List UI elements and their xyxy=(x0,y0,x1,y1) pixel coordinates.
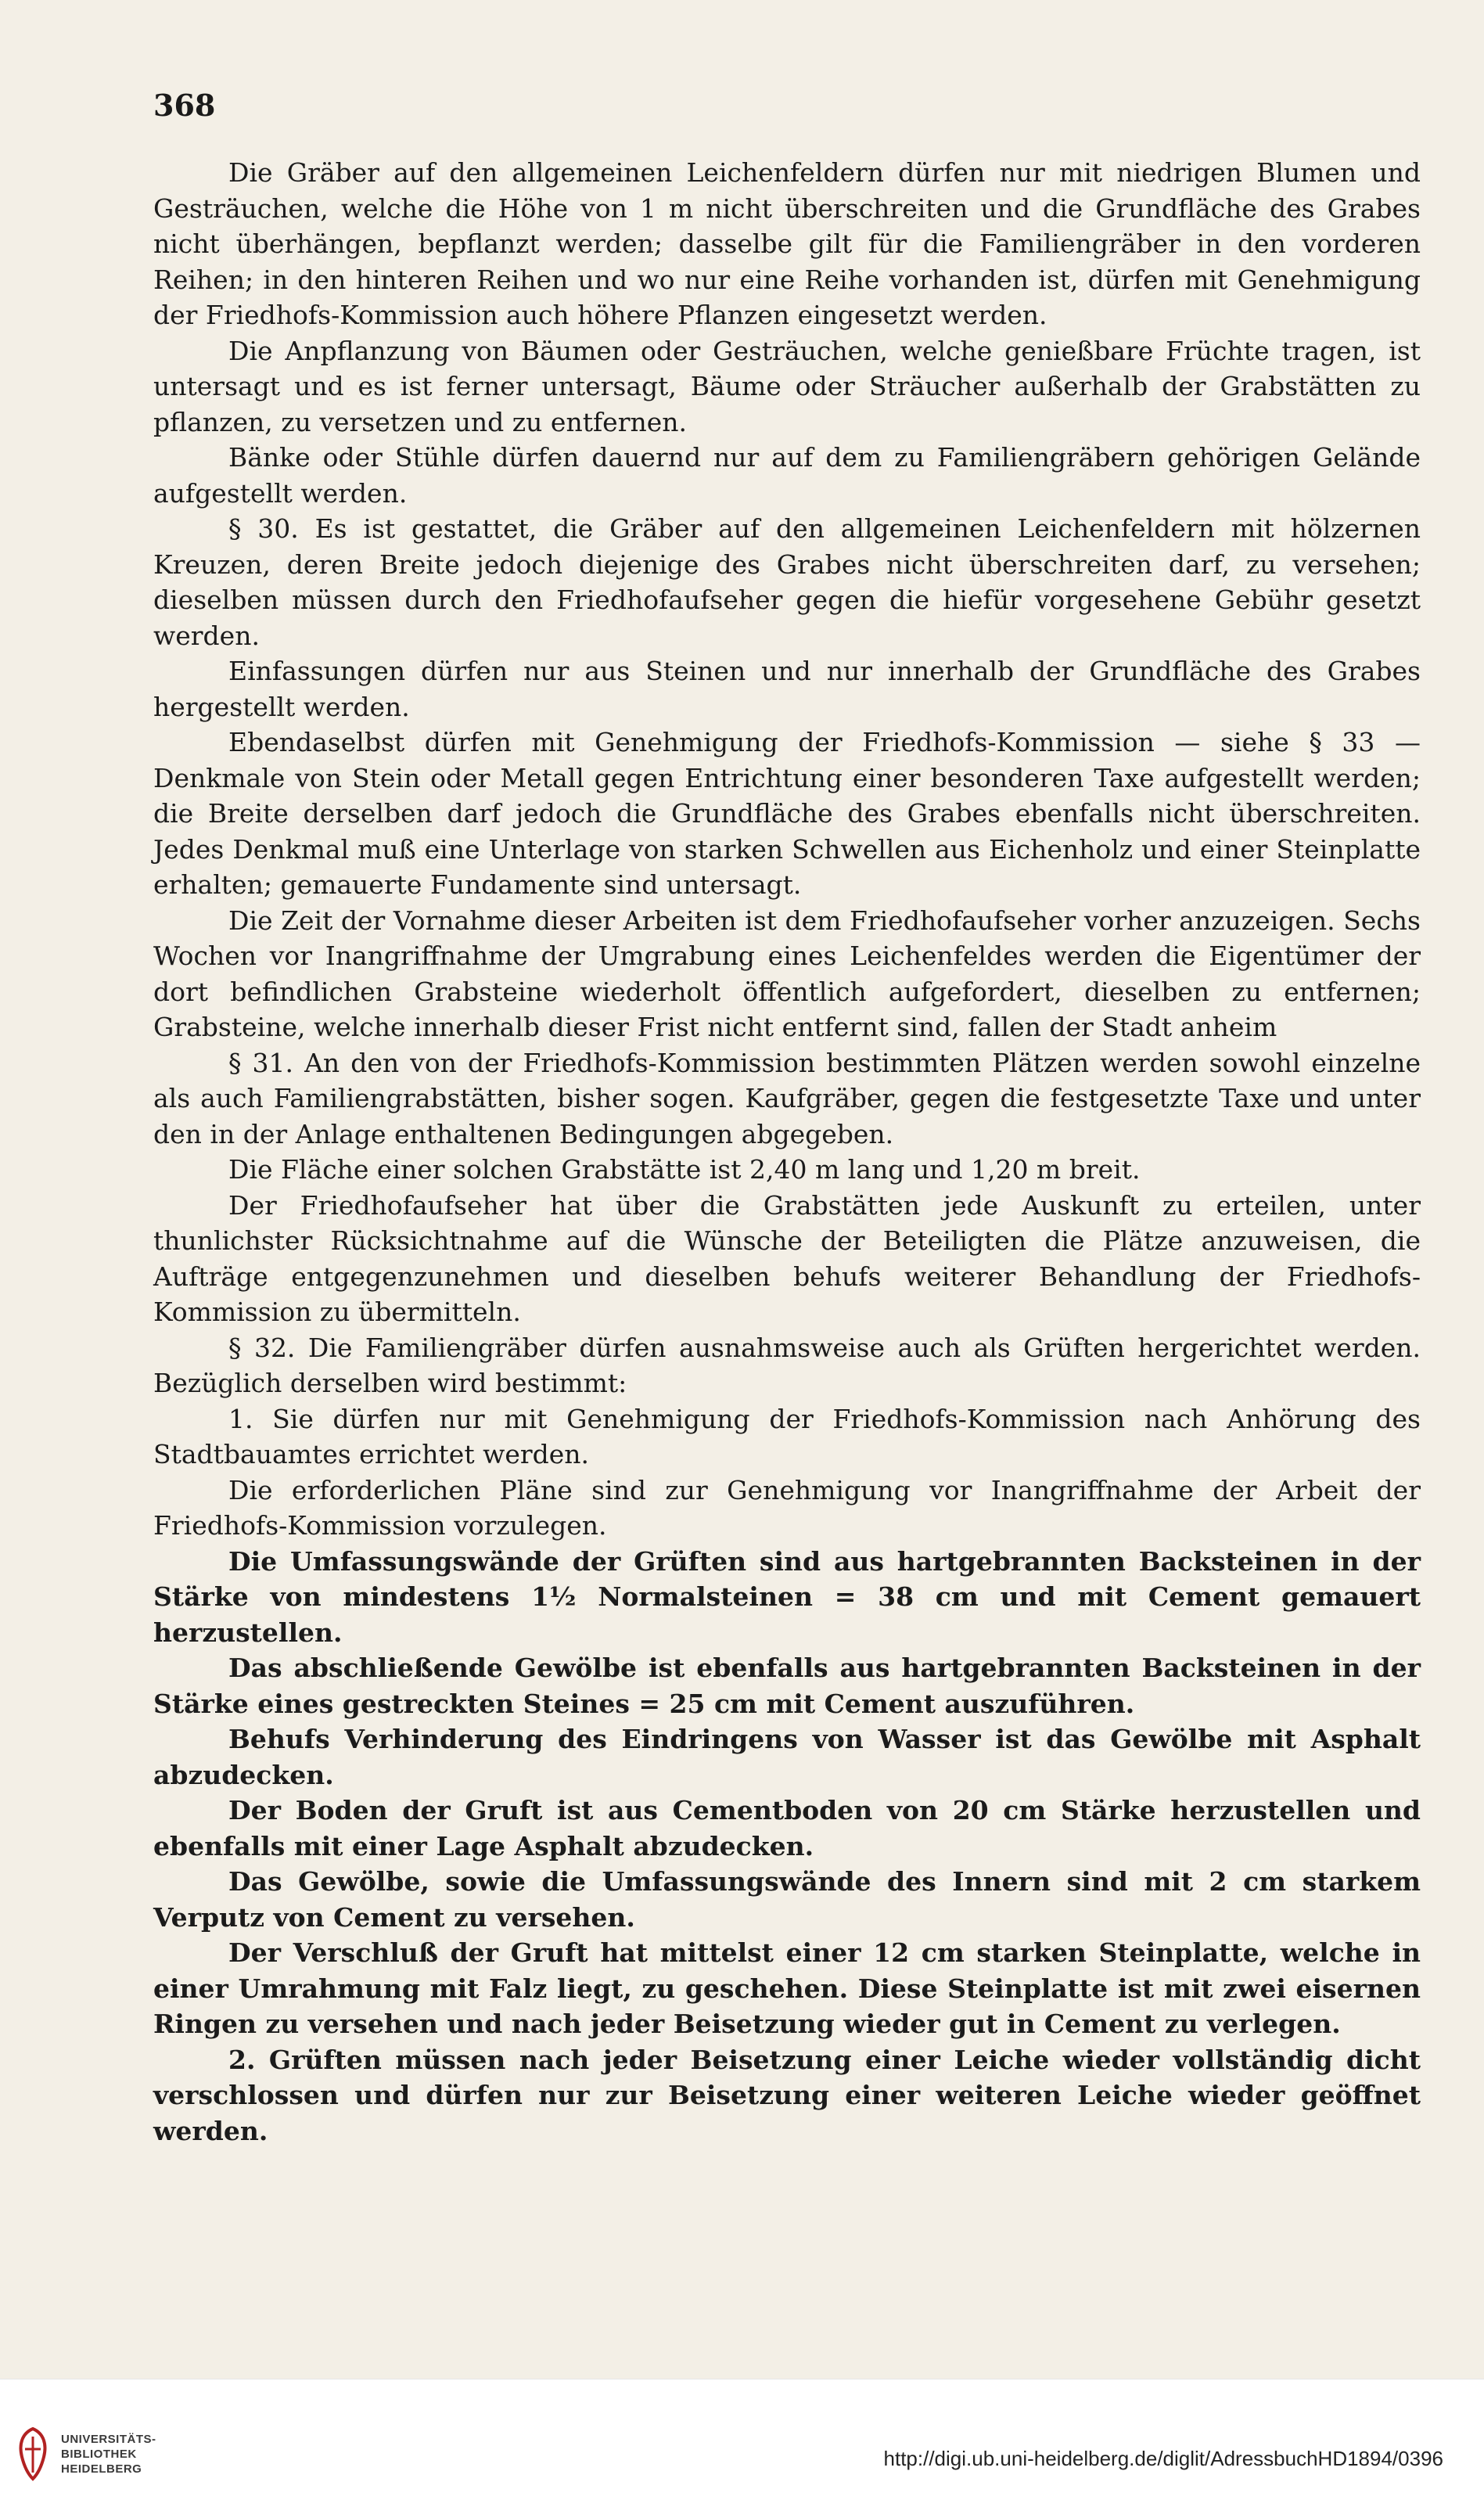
logo-line: BIBLIOTHEK xyxy=(61,2447,137,2461)
paragraph: § 30. Es ist gestattet, die Gräber auf den allgemeinen Leichenfeldern mit hölzernen Kreuzen, deren Breite jedoch diejenige des Grabes nicht überschreiten darf, zu versehen; dieselben müssen durch den Friedhofaufseher gegen die hiefür vorgesehene Gebühr gesetzt werden. xyxy=(153,513,1421,651)
paragraph: Die Gräber auf den allgemeinen Leichenfeldern dürfen nur mit niedrigen Blumen und Gesträuchen, welche die Höhe von 1 m nicht überschreiten und die Grundfläche des Grabes nicht überhängen, bepflanzt werden; dasselbe gilt für die Familiengräber in den vorderen Reihen; in den hinteren Reihen und wo nur eine Reihe vorhanden ist, dürfen mit Genehmigung der Friedhofs-Kommission auch höhere Pflanzen eingesetzt werden. xyxy=(153,157,1421,330)
paragraph: § 31. An den von der Friedhofs-Kommission bestimmten Plätzen werden sowohl einzelne als auch Familiengrabstätten, bisher sogen. Kaufgräber, gegen die festgesetzte Taxe und unter den in der Anlage enthaltenen Bedingungen abgegeben. xyxy=(153,1047,1421,1149)
paragraph: 2. Grüften müssen nach jeder Beisetzung einer Leiche wieder vollständig dicht verschlossen und dürfen nur zur Beisetzung einer weiteren Leiche wieder geöffnet werden. xyxy=(153,2044,1421,2146)
library-logo xyxy=(14,2419,210,2489)
page-number: 368 xyxy=(153,88,216,123)
paragraph: Die Umfassungswände der Grüften sind aus hartgebrannten Backsteinen in der Stärke von mindestens 1½ Normalsteinen = 38 cm und mit Cement gemauert herzustellen. xyxy=(153,1545,1421,1648)
source-url-link[interactable]: http://digi.ub.uni-heidelberg.de/diglit/AdressbuchHD1894/0396 xyxy=(883,2447,1443,2470)
paragraph: Ebendaselbst dürfen mit Genehmigung der Friedhofs-Kommission — siehe § 33 — Denkmale von Stein oder Metall gegen Entrichtung einer besonderen Taxe aufgestellt werden; die Breite derselben darf jedoch die Grundfläche des Grabes ebenfalls nicht überschreiten. Jedes Denkmal muß eine Unterlage von starken Schwellen aus Eichenholz und einer Steinplatte erhalten; gemauerte Fundamente sind untersagt. xyxy=(153,727,1421,900)
paragraph: Der Verschluß der Gruft hat mittelst einer 12 cm starken Steinplatte, welche in einer Umrahmung mit Falz liegt, zu geschehen. Diese Steinplatte ist mit zwei eisernen Ringen zu versehen und nach jeder Beisetzung wieder gut in Cement zu verlegen. xyxy=(153,1937,1421,2039)
paragraph: Bänke oder Stühle dürfen dauernd nur auf dem zu Familiengräbern gehörigen Gelände aufgestellt werden. xyxy=(153,442,1421,509)
logo-line: UNIVERSITÄTS- xyxy=(61,2432,156,2446)
paragraph: Behufs Verhinderung des Eindringens von Wasser ist das Gewölbe mit Asphalt abzudecken. xyxy=(153,1724,1421,1790)
library-name xyxy=(61,2432,156,2476)
paragraph: 1. Sie dürfen nur mit Genehmigung der Friedhofs-Kommission nach Anhörung des Stadtbauamtes errichtet werden. xyxy=(153,1403,1421,1469)
paragraph: Die erforderlichen Pläne sind zur Genehmigung vor Inangriffnahme der Arbeit der Friedhofs-Kommission vorzulegen. xyxy=(153,1474,1421,1541)
library-emblem-icon xyxy=(14,2426,52,2482)
paragraph: Das Gewölbe, sowie die Umfassungswände des Innern sind mit 2 cm starkem Verputz von Cement zu versehen. xyxy=(153,1866,1421,1933)
paragraph: Der Friedhofaufseher hat über die Grabstätten jede Auskunft zu erteilen, unter thunlichster Rücksichtnahme auf die Wünsche der Beteiligten die Plätze anzuweisen, die Aufträge entgegenzunehmen und dieselben behufs weiterer Behandlung der Friedhofs-Kommission zu übermitteln. xyxy=(153,1189,1421,1327)
paragraph: Der Boden der Gruft ist aus Cementboden von 20 cm Stärke herzustellen und ebenfalls mit einer Lage Asphalt abzudecken. xyxy=(153,1795,1421,1861)
paragraph: Die Anpflanzung von Bäumen oder Gesträuchen, welche genießbare Früchte tragen, ist untersagt und es ist ferner untersagt, Bäume oder Sträucher außerhalb der Grabstätten zu pflanzen, zu versetzen und zu entfernen. xyxy=(153,335,1421,437)
page-text xyxy=(153,155,1421,2149)
paragraph: § 32. Die Familiengräber dürfen ausnahmsweise auch als Grüften hergerichtet werden. Bezüglich derselben wird bestimmt: xyxy=(153,1332,1421,1398)
footer-bar xyxy=(0,2379,1484,2507)
paragraph: Die Fläche einer solchen Grabstätte ist 2,40 m lang und 1,20 m breit. xyxy=(228,1154,1141,1185)
paragraph: Das abschließende Gewölbe ist ebenfalls aus hartgebrannten Backsteinen in der Stärke eines gestreckten Steines = 25 cm mit Cement auszuführen. xyxy=(153,1653,1421,1719)
logo-line: HEIDELBERG xyxy=(61,2462,142,2476)
paragraph: Die Zeit der Vornahme dieser Arbeiten ist dem Friedhofaufseher vorher anzuzeigen. Sechs Wochen vor Inangriffnahme der Umgrabung eines Leichenfeldes werden die Eigentümer der dort befindlichen Grabsteine wiederholt öffentlich aufgefordert, dieselben zu entfernen; Grabsteine, welche innerhalb dieser Frist nicht entfernt sind, fallen der Stadt anheim xyxy=(153,905,1421,1042)
paragraph: Einfassungen dürfen nur aus Steinen und nur innerhalb der Grundfläche des Grabes hergestellt werden. xyxy=(153,656,1421,722)
